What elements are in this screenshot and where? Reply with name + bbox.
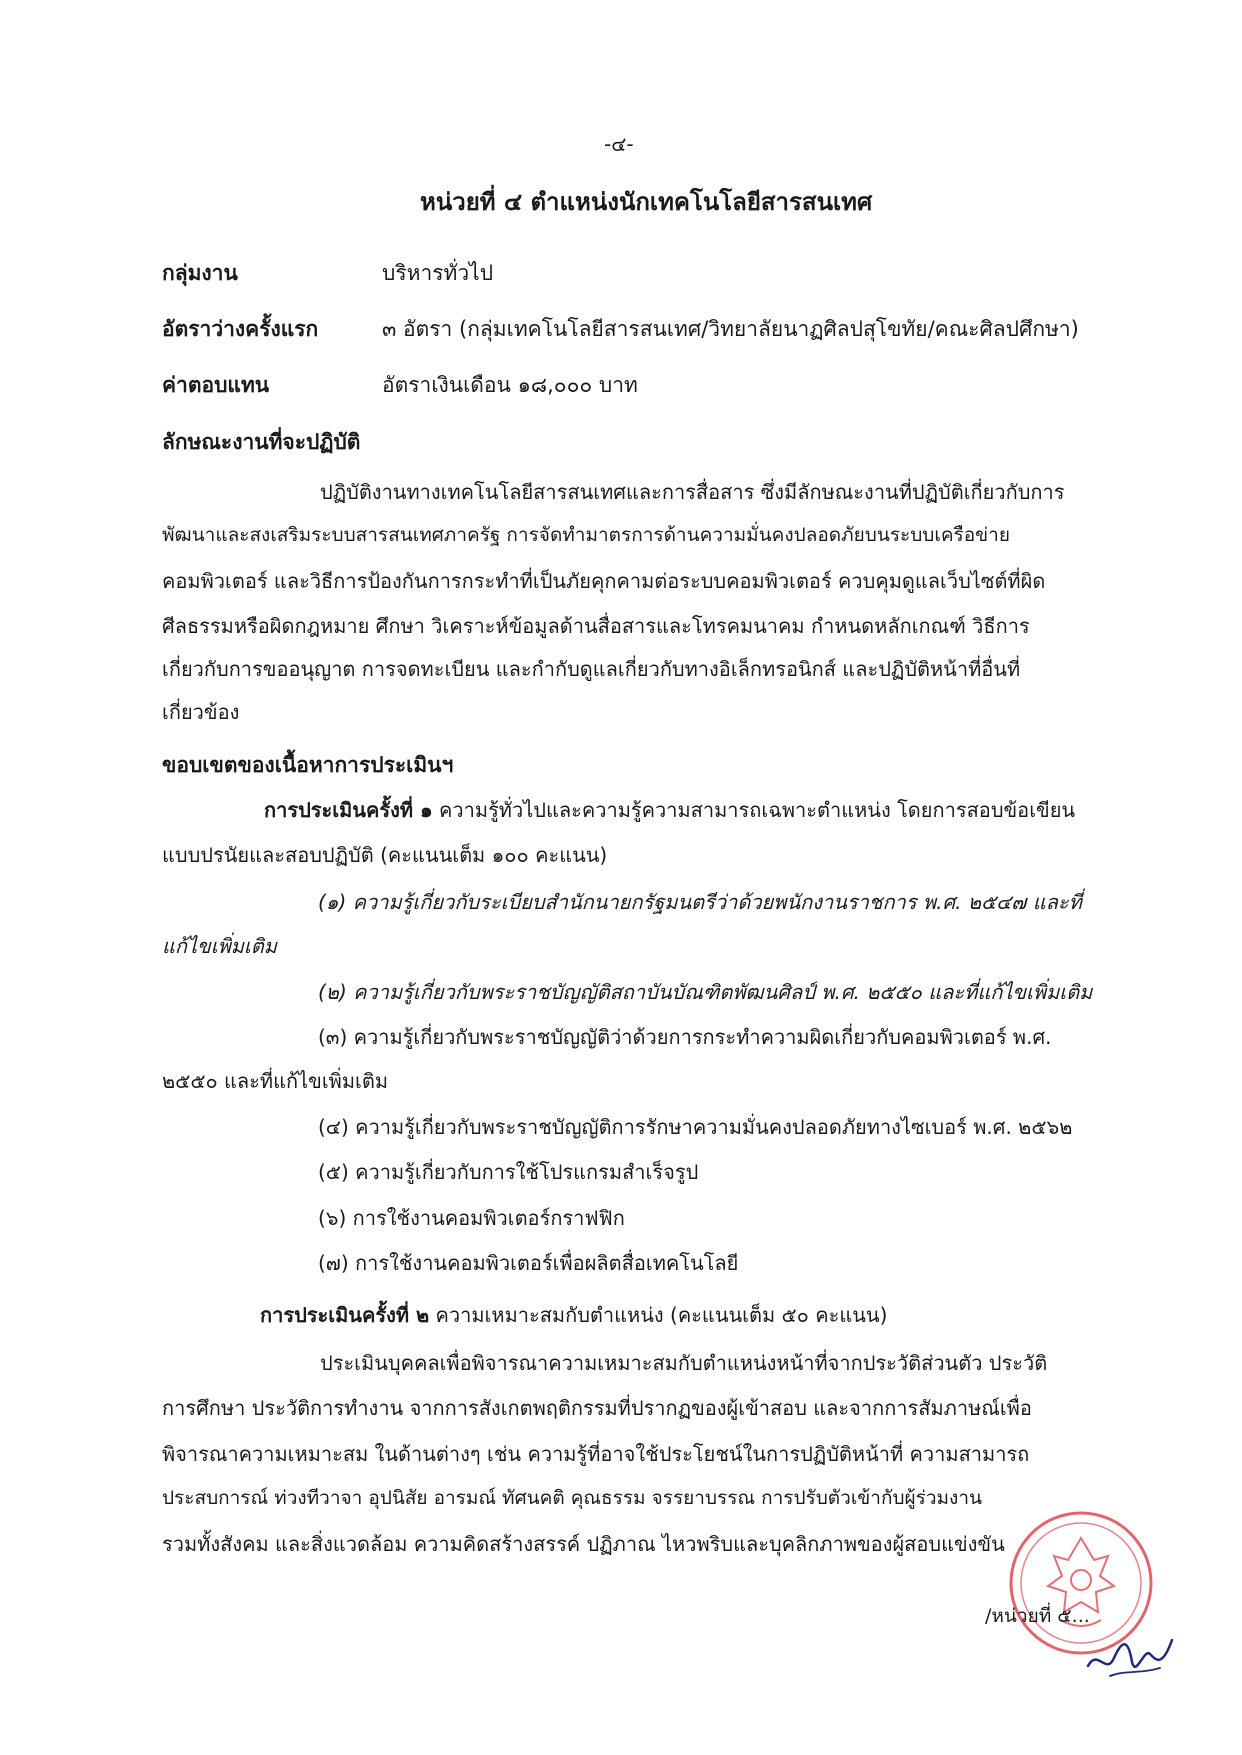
duties-line-4: ศีลธรรมหรือผิดกฎหมาย ศึกษา วิเคราะห์ข้อมูลด้านสื่อสารและโทรคมนาคม กำหนดหลักเกณฑ์ วิธีการ: [162, 614, 1030, 638]
vacancy-value: ๓ อัตรา (กลุ่มเทคโนโลยีสารสนเทศ/วิทยาลัยนาฏศิลปสุโขทัย/คณะศิลปศึกษา): [382, 317, 1079, 341]
item-6: (๖) การใช้งานคอมพิวเตอร์กราฟฟิก: [318, 1206, 625, 1230]
duties-heading: ลักษณะงานที่จะปฏิบัติ: [162, 430, 361, 454]
scope-heading: ขอบเขตของเนื้อหาการประเมินฯ: [162, 753, 454, 777]
item-3-line-1: (๓) ความรู้เกี่ยวกับพระราชบัญญัติว่าด้วยการกระทำความผิดเกี่ยวกับคอมพิวเตอร์ พ.ศ.: [318, 1025, 1052, 1049]
duties-line-3: คอมพิวเตอร์ และวิธีการป้องกันการกระทำที่เป็นภัยคุกคามต่อระบบคอมพิวเตอร์ ควบคุมดูแลเว็บไซต์ที่ผิด: [162, 569, 1046, 593]
round2-label: การประเมินครั้งที่ ๒: [260, 1303, 430, 1327]
vacancy-label: อัตราว่างครั้งแรก: [162, 317, 319, 341]
duties-line-2: พัฒนาและสงเสริมระบบสารสนเทศภาครัฐ การจัดทำมาตรการด้านความมั่นคงปลอดภัยบนระบบเครือข่าย: [162, 524, 1010, 546]
round2-para-line-4: ประสบการณ์ ท่วงทีวาจา อุปนิสัย อารมณ์ ทัศนคติ คุณธรรม จรรยาบรรณ การปรับตัวเข้ากับผู้ร่วมงาน: [162, 1487, 982, 1509]
item-2: (๒) ความรู้เกี่ยวกับพระราชบัญญัติสถาบันบัณฑิตพัฒนศิลป์ พ.ศ. ๒๕๕๐ และที่แก้ไขเพิ่มเติม: [318, 980, 1093, 1004]
page-title: หน่วยที่ ๔ ตำแหน่งนักเทคโนโลยีสารสนเทศ: [420, 188, 873, 216]
salary-value: อัตราเงินเดือน ๑๘,๐๐๐ บาท: [382, 373, 638, 397]
item-3-line-2: ๒๕๕๐ และที่แก้ไขเพิ่มเติม: [162, 1069, 389, 1093]
round1-cont: แบบปรนัยและสอบปฏิบัติ (คะแนนเต็ม ๑๐๐ คะแนน): [162, 843, 608, 867]
duties-line-5: เกี่ยวกับการขออนุญาต การจดทะเบียน และกำกับดูแลเกี่ยวกับทางอิเล็กทรอนิกส์ และปฏิบัติหน้าที่อื่นที่: [162, 657, 1021, 681]
round2-line: [260, 1305, 887, 1325]
salary-label: ค่าตอบแทน: [162, 373, 270, 397]
round2-para-line-3: พิจารณาความเหมาะสม ในด้านต่างๆ เช่น ความรู้ที่อาจใช้ประโยชน์ในการปฏิบัติหน้าที่ ความสามารถ: [162, 1442, 1030, 1466]
group-value: บริหารทั่วไป: [382, 261, 494, 285]
duties-line-1: ปฏิบัติงานทางเทคโนโลยีสารสนเทศและการสื่อสาร ซึ่งมีลักษณะงานที่ปฏิบัติเกี่ยวกับการ: [320, 480, 1065, 504]
continuation-note: /หน่วยที่ ๕...: [985, 1605, 1090, 1627]
item-1-line-2: แก้ไขเพิ่มเติม: [162, 934, 277, 958]
duties-line-6: เกี่ยวข้อง: [162, 700, 240, 724]
round2-text: ความเหมาะสมกับตำแหน่ง (คะแนนเต็ม ๕๐ คะแนน): [429, 1303, 888, 1327]
round1-line: [264, 800, 1075, 820]
signature-icon: [1080, 1618, 1180, 1688]
round1-label: การประเมินครั้งที่ ๑: [264, 798, 433, 822]
page-number: -๔-: [604, 132, 634, 156]
round1-text: ความรู้ทั่วไปและความรู้ความสามารถเฉพาะตำแหน่ง โดยการสอบข้อเขียน: [432, 798, 1076, 822]
item-5: (๕) ความรู้เกี่ยวกับการใช้โปรแกรมสำเร็จรูป: [318, 1160, 699, 1184]
group-label: กลุ่มงาน: [162, 261, 238, 285]
round2-para-line-2: การศึกษา ประวัติการทำงาน จากการสังเกตพฤติกรรมที่ปรากฏของผู้เข้าสอบ และจากการสัมภาษณ์เพื่อ: [162, 1396, 1032, 1420]
item-4: (๔) ความรู้เกี่ยวกับพระราชบัญญัติการรักษาความมั่นคงปลอดภัยทางไซเบอร์ พ.ศ. ๒๕๖๒: [318, 1115, 1073, 1139]
item-1-line-1: (๑) ความรู้เกี่ยวกับระเบียบสำนักนายกรัฐมนตรีว่าด้วยพนักงานราชการ พ.ศ. ๒๕๔๗ และที่: [318, 890, 1082, 914]
round2-para-line-1: ประเมินบุคคลเพื่อพิจารณาความเหมาะสมกับตำแหน่งหน้าที่จากประวัติส่วนตัว ประวัติ: [320, 1351, 1048, 1375]
item-7: (๗) การใช้งานคอมพิวเตอร์เพื่อผลิตสื่อเทคโนโลยี: [318, 1251, 739, 1275]
round2-para-line-5: รวมทั้งสังคม และสิ่งแวดล้อม ความคิดสร้างสรรค์ ปฏิภาณ ไหวพริบและบุคลิกภาพของผู้สอบแข่งขัน: [162, 1532, 1005, 1556]
